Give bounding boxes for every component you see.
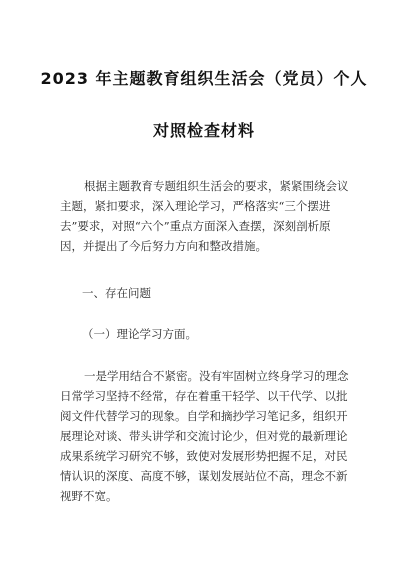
intro-line: 根据主题教育专题组织生活会的要求，紧紧围绕会议 (84, 179, 349, 193)
body-line: 阅文件代替学习的现象。自学和摘抄学习笔记多，组织开 (60, 409, 348, 423)
intro-paragraph (60, 176, 360, 256)
body-line: 展理论对谈、带头讲学和交流讨论少，但对党的最新理论 (60, 429, 348, 443)
subsection-heading: （一）理论学习方面。 (82, 327, 197, 341)
intro-line: 主题，紧扣要求，深入理论学习，严格落实“三个摆进 (60, 199, 331, 213)
body-line: 情认识的深度、高度不够，谋划发展站位不高，理念不新 (60, 469, 348, 483)
body-paragraph (60, 366, 360, 506)
intro-line: 去”要求，对照“六个”重点方面深入查摆，深刻剖析原 (60, 219, 331, 233)
body-line: 一是学用结合不紧密。没有牢固树立终身学习的理念 (84, 369, 349, 383)
section-heading: 一、存在问题 (82, 286, 151, 300)
body-line: 日常学习坚持不经常，存在着重干轻学、以干代学、以批 (60, 389, 348, 403)
body-line: 视野不宽。 (60, 489, 118, 503)
document-title-line-2: 对照检查材料 (152, 121, 255, 140)
intro-line: 因，并提出了今后努力方向和整改措施。 (60, 239, 267, 253)
document-title-line-1: 2023 年主题教育组织生活会（党员）个人 (40, 69, 368, 88)
body-line: 成果系统学习研究不够，致使对发展形势把握不足，对民 (60, 449, 348, 463)
